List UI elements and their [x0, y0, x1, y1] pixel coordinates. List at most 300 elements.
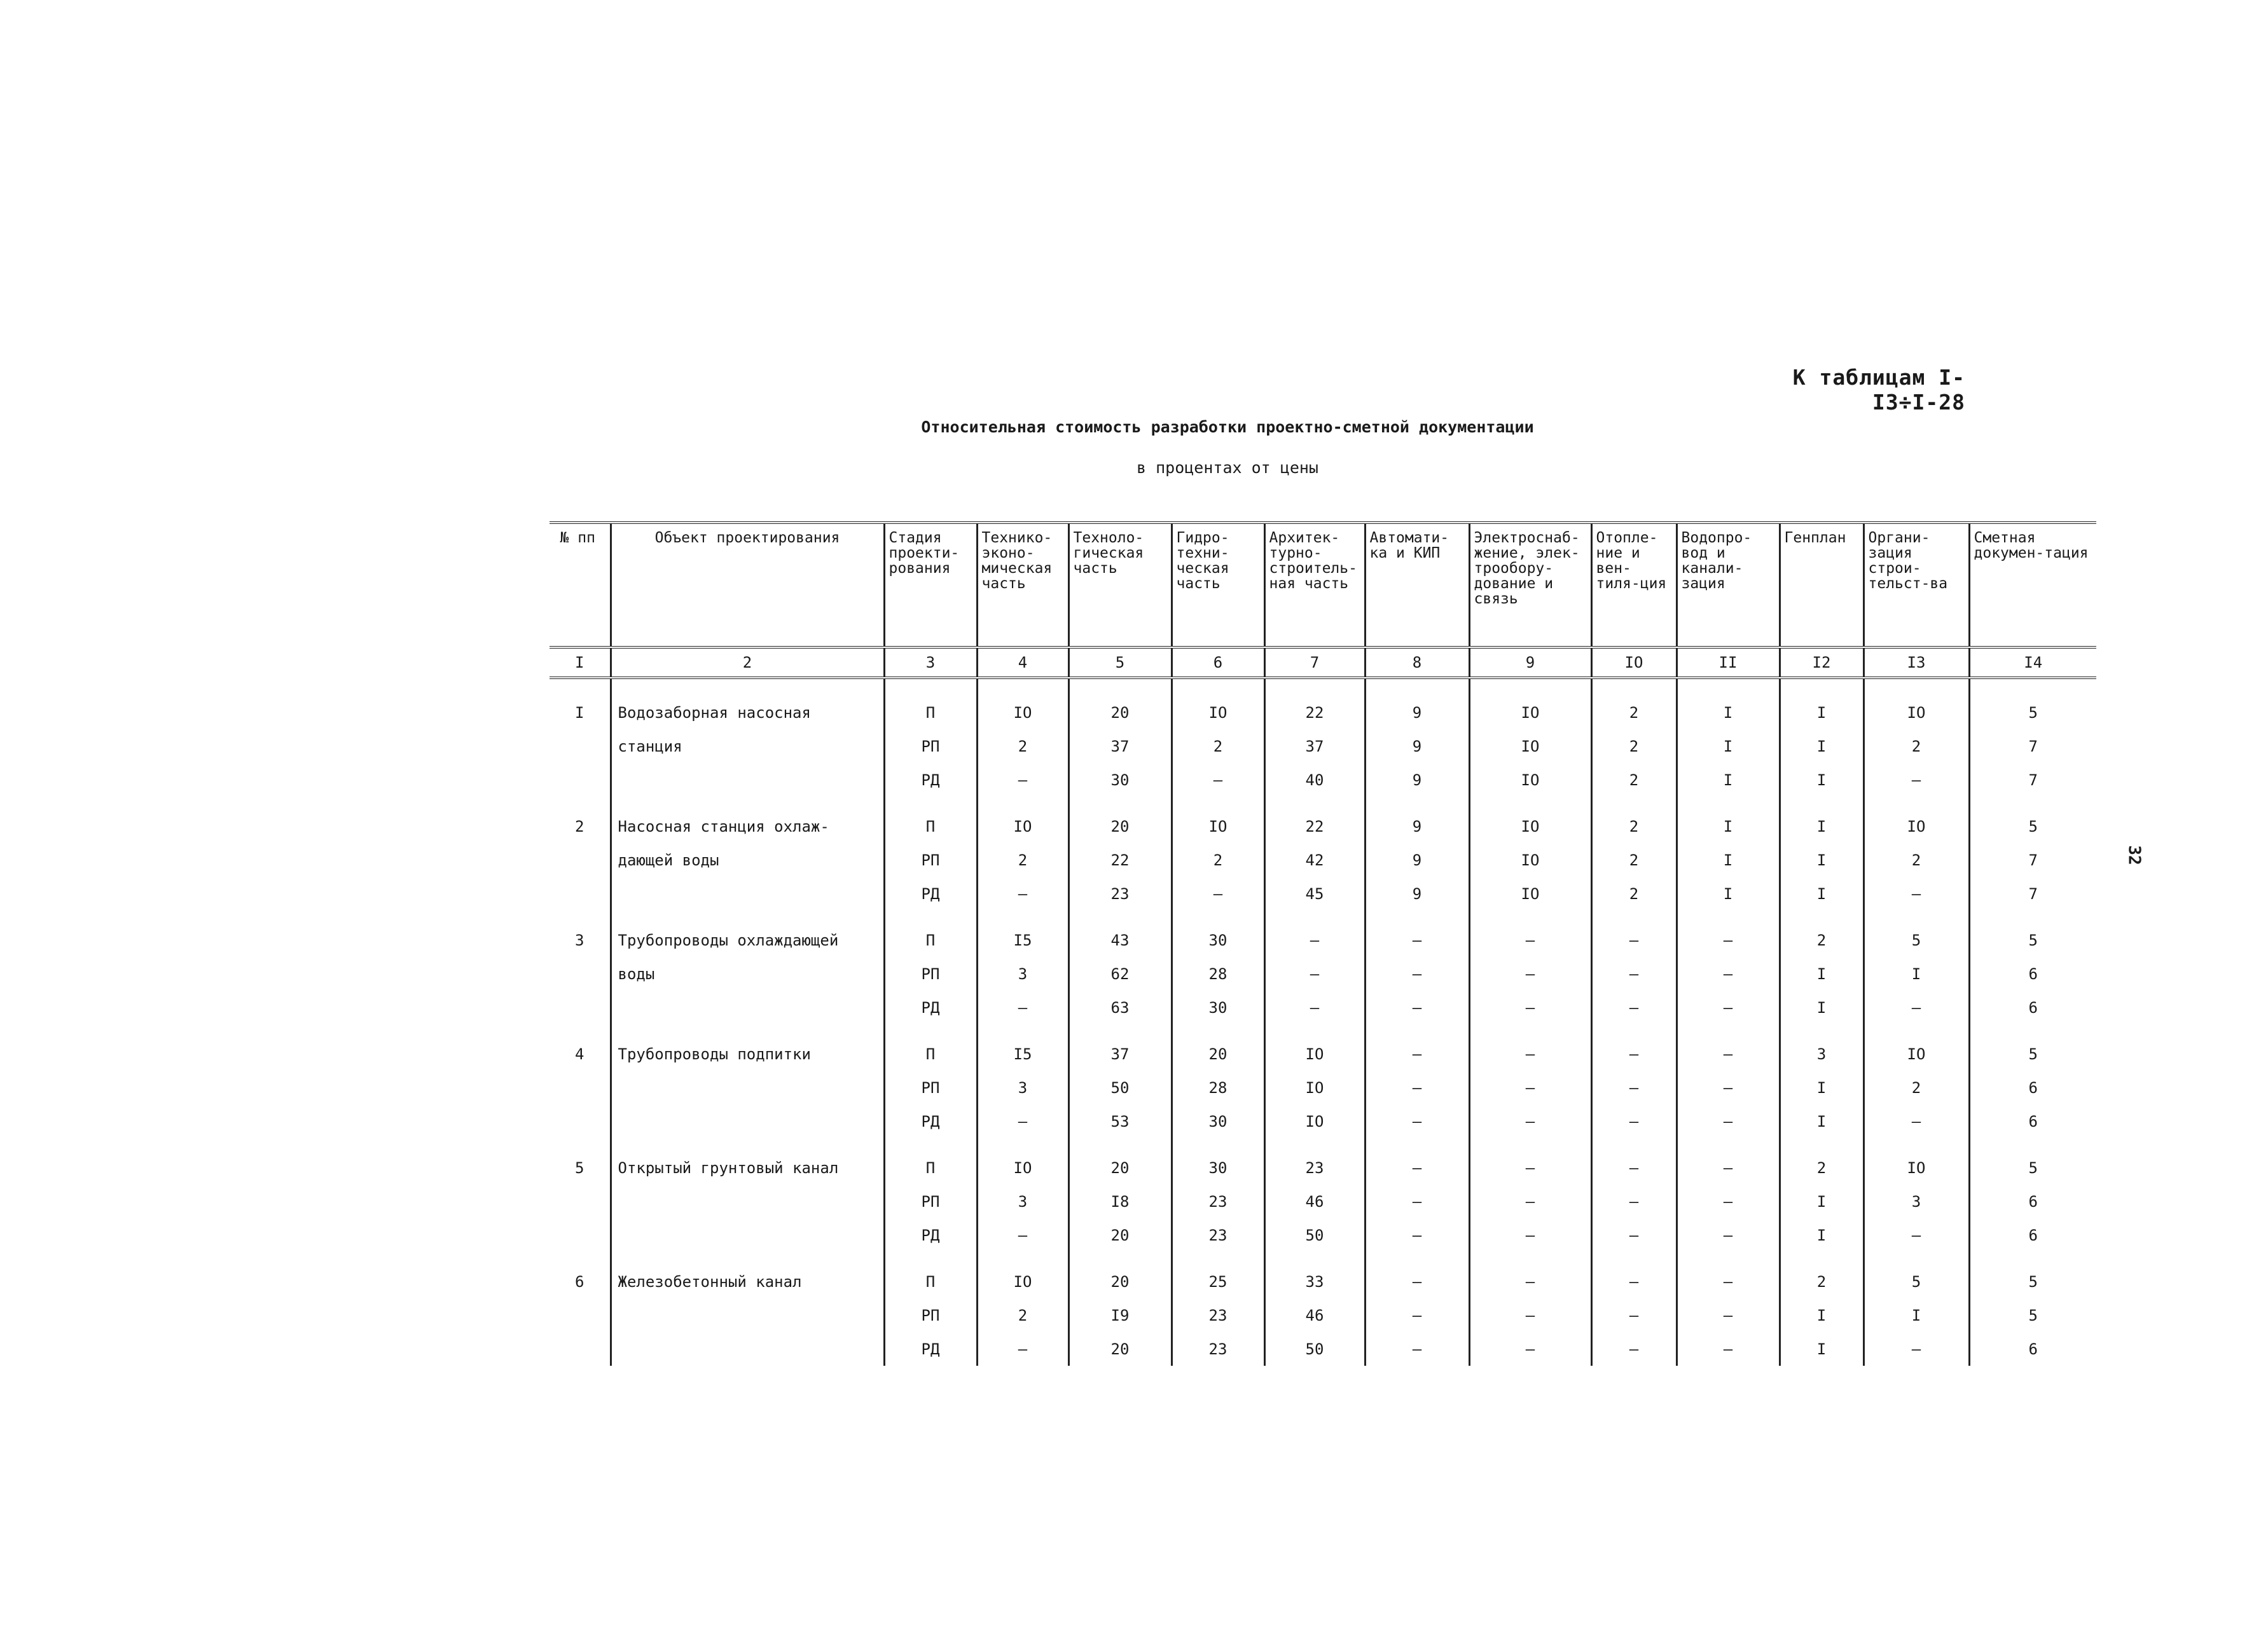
percent-cell: 23 [1172, 1185, 1264, 1218]
percent-cell: – [1365, 1265, 1469, 1298]
title-text: Относительная стоимость разработки проектно-сметной документации [921, 418, 1534, 436]
column-header: Генплан [1780, 523, 1863, 647]
spacer-cell [1068, 1252, 1172, 1265]
percent-cell: IO [1863, 1037, 1969, 1071]
spacer-cell [1365, 1024, 1469, 1037]
percent-cell: – [1677, 957, 1780, 991]
table-row [550, 678, 2096, 729]
column-header: Электроснаб-жение, элек-трообору-дование и связь [1469, 523, 1591, 647]
page-number: 32 [2124, 845, 2144, 865]
percent-cell: I [1780, 763, 1863, 797]
percent-cell: I [1780, 809, 1863, 843]
percent-cell: 3 [977, 1071, 1068, 1104]
spacer-cell [1172, 797, 1264, 809]
percent-cell: 45 [1264, 877, 1365, 911]
percent-cell: I [1780, 678, 1863, 729]
percent-cell: I [1677, 763, 1780, 797]
percent-cell: 30 [1068, 763, 1172, 797]
column-header: Автомати-ка и КИП [1365, 523, 1469, 647]
percent-cell: – [1677, 1151, 1780, 1185]
spacer-cell [1172, 1138, 1264, 1151]
spacer-cell [1172, 911, 1264, 923]
percent-cell: 20 [1172, 1037, 1264, 1071]
percent-cell: 63 [1068, 991, 1172, 1024]
percent-cell: 5 [1969, 1298, 2096, 1332]
row-number [550, 763, 611, 797]
percent-cell: – [1591, 1151, 1677, 1185]
percent-cell: IO [1469, 843, 1591, 877]
spacer-cell [1591, 1252, 1677, 1265]
row-number: 4 [575, 1045, 584, 1063]
percent-cell: – [1591, 923, 1677, 957]
spacer-cell [1469, 797, 1591, 809]
percent-cell: – [977, 1332, 1068, 1366]
spacer-cell [1264, 1024, 1365, 1037]
percent-cell: IO [977, 678, 1068, 729]
percent-cell: 23 [1172, 1332, 1264, 1366]
document-title [827, 413, 1628, 482]
spacer-cell [1969, 1024, 2096, 1037]
percent-cell: 2 [1172, 843, 1264, 877]
column-header: Органи-зация строи-тельст-ва [1863, 523, 1969, 647]
percent-cell: 9 [1365, 877, 1469, 911]
object-name: Железобетонный канал [611, 1265, 884, 1298]
column-header: Стадия проекти-рования [884, 523, 977, 647]
percent-cell: 5 [1969, 1037, 2096, 1071]
percent-cell: – [1863, 991, 1969, 1024]
percent-cell: 22 [1264, 678, 1365, 729]
percent-cell: 2 [1863, 729, 1969, 763]
header-row [550, 523, 2096, 647]
spacer-cell [1591, 797, 1677, 809]
row-number: 6 [575, 1272, 584, 1291]
percent-cell: 28 [1172, 957, 1264, 991]
percent-cell: – [1677, 991, 1780, 1024]
spacer-cell [611, 1252, 884, 1265]
spacer-cell [1591, 911, 1677, 923]
percent-cell: – [1365, 991, 1469, 1024]
percent-cell: 30 [1172, 1104, 1264, 1138]
spacer-cell [550, 1138, 611, 1151]
column-number: 8 [1365, 647, 1469, 678]
object-name [611, 1104, 884, 1138]
percent-cell: – [1677, 1104, 1780, 1138]
percent-cell: 5 [1969, 1151, 2096, 1185]
percent-cell: IO [1469, 678, 1591, 729]
spacer-cell [884, 1252, 977, 1265]
spacer-cell [1677, 797, 1780, 809]
percent-cell: 37 [1068, 729, 1172, 763]
percent-cell: IO [1469, 763, 1591, 797]
column-number: 3 [884, 647, 977, 678]
object-name: Трубопроводы подпитки [611, 1037, 884, 1071]
table-row [550, 1218, 2096, 1252]
spacer-cell [1469, 1252, 1591, 1265]
percent-cell: 3 [1863, 1185, 1969, 1218]
percent-cell: – [977, 877, 1068, 911]
percent-cell: IO [1172, 678, 1264, 729]
column-header: Технико-эконо-мическая часть [977, 523, 1068, 647]
percent-cell: 50 [1264, 1332, 1365, 1366]
design-stage: П [884, 1265, 977, 1298]
percent-cell: I [1780, 1218, 1863, 1252]
percent-cell: – [977, 1218, 1068, 1252]
row-number: I [575, 703, 584, 722]
spacer-cell [977, 1138, 1068, 1151]
table-row [550, 1298, 2096, 1332]
spacer-cell [884, 1138, 977, 1151]
percent-cell: 28 [1172, 1071, 1264, 1104]
percent-cell: 5 [1969, 1265, 2096, 1298]
cost-distribution-table [550, 521, 2096, 1366]
spacer-cell [1365, 797, 1469, 809]
percent-cell: 5 [1969, 678, 2096, 729]
group-spacer [550, 1138, 2096, 1151]
spacer-cell [1677, 1252, 1780, 1265]
percent-cell: 30 [1172, 1151, 1264, 1185]
percent-cell: 3 [977, 1185, 1068, 1218]
percent-cell: – [1365, 1151, 1469, 1185]
column-number: 2 [611, 647, 884, 678]
percent-cell: 2 [1591, 843, 1677, 877]
column-number: I3 [1863, 647, 1969, 678]
spacer-cell [1780, 911, 1863, 923]
design-stage: РД [884, 1218, 977, 1252]
spacer-cell [1469, 911, 1591, 923]
object-name: Открытый грунтовый канал [611, 1151, 884, 1185]
percent-cell: I [1677, 843, 1780, 877]
group-spacer [550, 1024, 2096, 1037]
object-name: Насосная станция охлаж- [611, 809, 884, 843]
percent-cell: 6 [1969, 1332, 2096, 1366]
percent-cell: 7 [1969, 729, 2096, 763]
percent-cell: 22 [1068, 843, 1172, 877]
percent-cell: IO [977, 809, 1068, 843]
percent-cell: 9 [1365, 809, 1469, 843]
row-number [550, 1071, 611, 1104]
percent-cell: 22 [1264, 809, 1365, 843]
percent-cell: IO [977, 1151, 1068, 1185]
percent-cell: 23 [1264, 1151, 1365, 1185]
percent-cell: 33 [1264, 1265, 1365, 1298]
percent-cell: 20 [1068, 1218, 1172, 1252]
design-stage: РД [884, 1332, 977, 1366]
design-stage: П [884, 678, 977, 729]
group-spacer [550, 911, 2096, 923]
object-name: дающей воды [611, 843, 884, 877]
percent-cell: I [1677, 678, 1780, 729]
group-spacer [550, 1252, 2096, 1265]
design-stage: РП [884, 1185, 977, 1218]
object-name [611, 1298, 884, 1332]
percent-cell: – [1469, 957, 1591, 991]
spacer-cell [1780, 1024, 1863, 1037]
percent-cell: IO [1264, 1071, 1365, 1104]
percent-cell: 20 [1068, 809, 1172, 843]
object-name: станция [611, 729, 884, 763]
percent-cell: 6 [1969, 1185, 2096, 1218]
row-number: 2 [575, 817, 584, 835]
percent-cell: I [1780, 1298, 1863, 1332]
percent-cell: 3 [1780, 1037, 1863, 1071]
spacer-cell [611, 1138, 884, 1151]
spacer-cell [1469, 1024, 1591, 1037]
percent-cell: – [1863, 877, 1969, 911]
percent-cell: I [1780, 1185, 1863, 1218]
percent-cell: 46 [1264, 1298, 1365, 1332]
percent-cell: 6 [1969, 1104, 2096, 1138]
percent-cell: IO [977, 1265, 1068, 1298]
spacer-cell [1365, 1138, 1469, 1151]
spacer-cell [1863, 1138, 1969, 1151]
table-row [550, 1332, 2096, 1366]
spacer-cell [1969, 1138, 2096, 1151]
spacer-cell [1863, 911, 1969, 923]
percent-cell: – [1677, 1265, 1780, 1298]
object-name [611, 1218, 884, 1252]
design-stage: П [884, 923, 977, 957]
spacer-cell [1780, 1138, 1863, 1151]
percent-cell: I [1677, 809, 1780, 843]
row-number [550, 991, 611, 1024]
design-stage: П [884, 1037, 977, 1071]
object-name [611, 1071, 884, 1104]
percent-cell: 20 [1068, 678, 1172, 729]
percent-cell: 2 [1780, 1265, 1863, 1298]
title-subtitle: в процентах от цены [1137, 458, 1318, 477]
percent-cell: – [1469, 1104, 1591, 1138]
percent-cell: – [1469, 1185, 1591, 1218]
percent-cell: – [1365, 923, 1469, 957]
spacer-cell [1863, 797, 1969, 809]
percent-cell: – [1172, 763, 1264, 797]
row-number [550, 1332, 611, 1366]
percent-cell: 42 [1264, 843, 1365, 877]
percent-cell: I [1780, 1104, 1863, 1138]
percent-cell: 6 [1969, 991, 2096, 1024]
percent-cell: – [1677, 1185, 1780, 1218]
percent-cell: I [1780, 1071, 1863, 1104]
design-stage: П [884, 809, 977, 843]
percent-cell: – [1677, 1298, 1780, 1332]
percent-cell: – [1264, 991, 1365, 1024]
table-row [550, 809, 2096, 843]
percent-cell: IO [1863, 678, 1969, 729]
design-stage: РП [884, 729, 977, 763]
table-row [550, 877, 2096, 911]
percent-cell: – [1365, 1071, 1469, 1104]
spacer-cell [1172, 1252, 1264, 1265]
percent-cell: I [1780, 877, 1863, 911]
percent-cell: – [1591, 1265, 1677, 1298]
percent-cell: 9 [1365, 763, 1469, 797]
row-number [550, 843, 611, 877]
percent-cell: 50 [1264, 1218, 1365, 1252]
table-row [550, 1151, 2096, 1185]
percent-cell: I5 [977, 1037, 1068, 1071]
percent-cell: 43 [1068, 923, 1172, 957]
percent-cell: 5 [1969, 809, 2096, 843]
object-name [611, 991, 884, 1024]
percent-cell: IO [1264, 1104, 1365, 1138]
percent-cell: – [1591, 1298, 1677, 1332]
spacer-cell [1264, 1252, 1365, 1265]
row-number [550, 1298, 611, 1332]
percent-cell: 23 [1068, 877, 1172, 911]
spacer-cell [1863, 1024, 1969, 1037]
spacer-cell [1863, 1252, 1969, 1265]
table-row [550, 1265, 2096, 1298]
percent-cell: I [1780, 957, 1863, 991]
column-header: Водопро-вод и канали-зация [1677, 523, 1780, 647]
spacer-cell [977, 797, 1068, 809]
table-row [550, 763, 2096, 797]
column-header: Объект проектирования [611, 523, 884, 647]
percent-cell: 20 [1068, 1265, 1172, 1298]
design-stage: РП [884, 1071, 977, 1104]
percent-cell: – [1469, 1071, 1591, 1104]
table-body [550, 678, 2096, 1366]
percent-cell: I [1677, 729, 1780, 763]
spacer-cell [1969, 1252, 2096, 1265]
percent-cell: 2 [1591, 877, 1677, 911]
percent-cell: 6 [1969, 957, 2096, 991]
column-header: Архитек-турно-строитель-ная часть [1264, 523, 1365, 647]
table-row [550, 843, 2096, 877]
percent-cell: – [1365, 1218, 1469, 1252]
percent-cell: 20 [1068, 1151, 1172, 1185]
spacer-cell [1264, 797, 1365, 809]
row-number [550, 1218, 611, 1252]
percent-cell: 20 [1068, 1332, 1172, 1366]
design-stage: РП [884, 957, 977, 991]
percent-cell: – [1469, 1218, 1591, 1252]
object-name: Трубопроводы охлаждающей [611, 923, 884, 957]
design-stage: РД [884, 991, 977, 1024]
percent-cell: 2 [1591, 763, 1677, 797]
table-reference: К таблицам I-I3÷I-28 [1792, 365, 1965, 415]
percent-cell: I [1863, 957, 1969, 991]
percent-cell: I [1780, 991, 1863, 1024]
column-number: 7 [1264, 647, 1365, 678]
percent-cell: – [1677, 1218, 1780, 1252]
column-number: 9 [1469, 647, 1591, 678]
percent-cell: IO [1172, 809, 1264, 843]
percent-cell: 2 [1863, 1071, 1969, 1104]
percent-cell: 2 [977, 729, 1068, 763]
spacer-cell [1264, 911, 1365, 923]
percent-cell: – [1365, 1298, 1469, 1332]
percent-cell: – [1591, 1104, 1677, 1138]
object-name: Водозаборная насосная [611, 678, 884, 729]
table-row [550, 991, 2096, 1024]
spacer-cell [611, 797, 884, 809]
percent-cell: 2 [977, 1298, 1068, 1332]
row-number: 5 [575, 1158, 584, 1177]
spacer-cell [1780, 1252, 1863, 1265]
percent-cell: 7 [1969, 763, 2096, 797]
percent-cell: – [1677, 1332, 1780, 1366]
percent-cell: IO [1863, 809, 1969, 843]
percent-cell: 37 [1264, 729, 1365, 763]
object-name [611, 877, 884, 911]
percent-cell: – [977, 763, 1068, 797]
percent-cell: – [1469, 1298, 1591, 1332]
column-number: I2 [1780, 647, 1863, 678]
group-spacer [550, 797, 2096, 809]
percent-cell: 2 [1780, 1151, 1863, 1185]
percent-cell: – [1591, 1037, 1677, 1071]
percent-cell: 2 [1591, 729, 1677, 763]
object-name [611, 1185, 884, 1218]
spacer-cell [1677, 1138, 1780, 1151]
spacer-cell [1969, 911, 2096, 923]
spacer-cell [884, 797, 977, 809]
percent-cell: 6 [1969, 1218, 2096, 1252]
percent-cell: 40 [1264, 763, 1365, 797]
column-number: II [1677, 647, 1780, 678]
row-number [550, 1104, 611, 1138]
percent-cell: 30 [1172, 991, 1264, 1024]
percent-cell: – [1264, 923, 1365, 957]
table-row [550, 923, 2096, 957]
object-name: воды [611, 957, 884, 991]
percent-cell: – [977, 991, 1068, 1024]
row-number [550, 957, 611, 991]
percent-cell: – [1469, 1265, 1591, 1298]
percent-cell: I [1780, 843, 1863, 877]
percent-cell: – [1863, 1218, 1969, 1252]
spacer-cell [1591, 1138, 1677, 1151]
column-header: № пп [550, 523, 611, 647]
design-stage: РД [884, 1104, 977, 1138]
spacer-cell [884, 1024, 977, 1037]
percent-cell: – [1264, 957, 1365, 991]
percent-cell: – [1863, 1332, 1969, 1366]
spacer-cell [550, 1252, 611, 1265]
percent-cell: – [977, 1104, 1068, 1138]
percent-cell: IO [1469, 877, 1591, 911]
percent-cell: 25 [1172, 1265, 1264, 1298]
column-header: Отопле-ние и вен-тиля-ция [1591, 523, 1677, 647]
percent-cell: 50 [1068, 1071, 1172, 1104]
spacer-cell [1068, 1024, 1172, 1037]
percent-cell: 3 [977, 957, 1068, 991]
percent-cell: 23 [1172, 1298, 1264, 1332]
design-stage: РД [884, 877, 977, 911]
spacer-cell [1780, 797, 1863, 809]
percent-cell: – [1591, 1218, 1677, 1252]
percent-cell: 2 [1591, 678, 1677, 729]
percent-cell: IO [1264, 1037, 1365, 1071]
percent-cell: – [1591, 991, 1677, 1024]
percent-cell: – [1677, 923, 1780, 957]
percent-cell: – [1677, 1037, 1780, 1071]
column-header: Техноло-гическая часть [1068, 523, 1172, 647]
percent-cell: – [1677, 1071, 1780, 1104]
column-number: 4 [977, 647, 1068, 678]
design-stage: РП [884, 843, 977, 877]
table-row [550, 1104, 2096, 1138]
column-number: I4 [1969, 647, 2096, 678]
percent-cell: – [1172, 877, 1264, 911]
percent-cell: 9 [1365, 729, 1469, 763]
design-stage: РП [884, 1298, 977, 1332]
column-number: IO [1591, 647, 1677, 678]
row-number [550, 1185, 611, 1218]
table-row [550, 1071, 2096, 1104]
percent-cell: 37 [1068, 1037, 1172, 1071]
